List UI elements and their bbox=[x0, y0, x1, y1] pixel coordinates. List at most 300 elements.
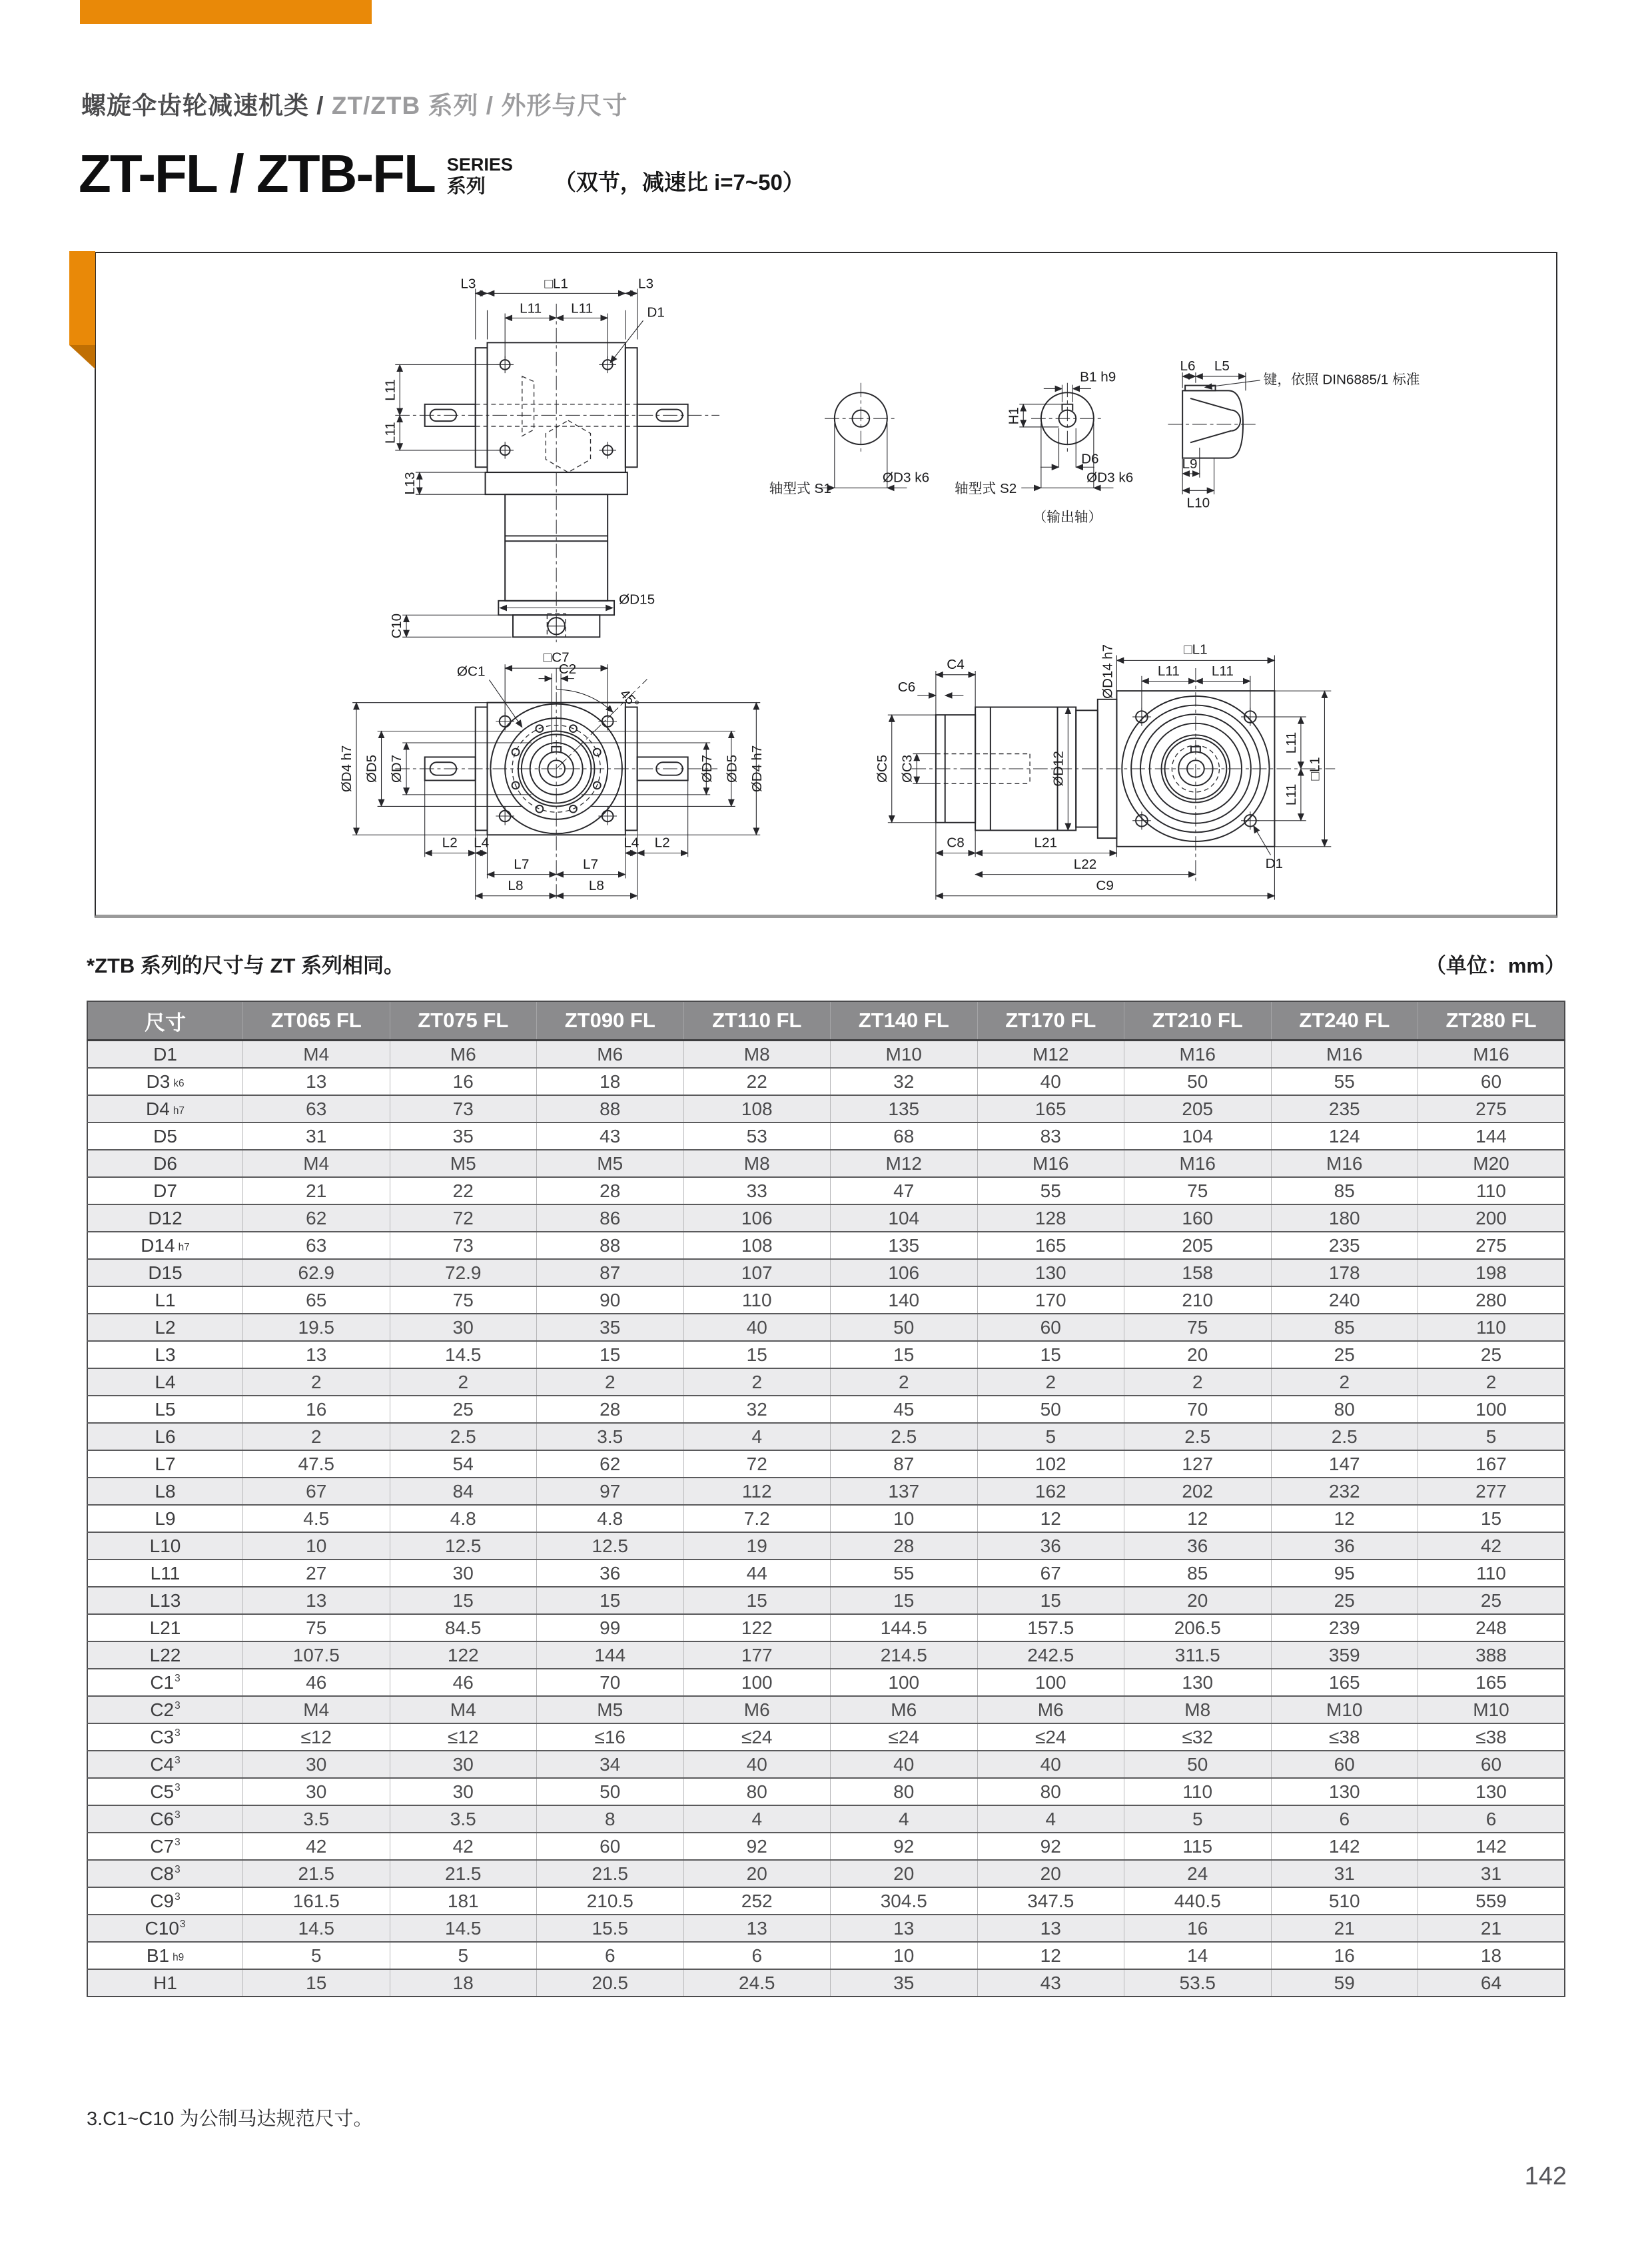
dimension-value: ≤24 bbox=[683, 1723, 831, 1751]
dimension-value: 142 bbox=[1418, 1833, 1565, 1860]
column-header: 尺寸 bbox=[87, 1001, 243, 1041]
ztb-note: *ZTB 系列的尺寸与 ZT 系列相同。 bbox=[87, 954, 405, 977]
dim-label: L11 bbox=[382, 422, 398, 444]
dimension-value: 162 bbox=[977, 1478, 1124, 1505]
dim-label: L8 bbox=[508, 878, 524, 893]
dimension-value: 65 bbox=[243, 1286, 390, 1314]
dim-label: C2 bbox=[558, 661, 577, 677]
dimension-value: M4 bbox=[243, 1041, 390, 1069]
dimension-value: 2 bbox=[831, 1368, 978, 1396]
front-view bbox=[382, 276, 719, 642]
dimension-value: 67 bbox=[977, 1560, 1124, 1587]
dimension-value: 205 bbox=[1124, 1232, 1272, 1259]
dimension-value: 30 bbox=[243, 1751, 390, 1778]
dimension-value: 32 bbox=[831, 1068, 978, 1095]
dimension-table bbox=[87, 1001, 1565, 1997]
dimension-name: $C5^3$ bbox=[87, 1778, 243, 1805]
dimension-value: 12 bbox=[977, 1942, 1124, 1969]
dimension-value: 25 bbox=[1271, 1587, 1418, 1614]
dimension-value: 177 bbox=[683, 1641, 831, 1669]
dimension-value: 28 bbox=[831, 1532, 978, 1560]
table-row bbox=[87, 1751, 1565, 1778]
dimension-value: 30 bbox=[390, 1560, 537, 1587]
dimension-value: 5 bbox=[243, 1942, 390, 1969]
dimension-value: 3.5 bbox=[243, 1805, 390, 1833]
dimension-value: 170 bbox=[977, 1286, 1124, 1314]
dimension-value: 100 bbox=[977, 1669, 1124, 1696]
dimension-value: M16 bbox=[1124, 1041, 1272, 1069]
dimension-value: ≤12 bbox=[390, 1723, 537, 1751]
dimension-value: 50 bbox=[831, 1314, 978, 1341]
section-label: ZT/ZTB 系列 / 外形与尺寸 bbox=[324, 92, 628, 119]
dimension-value: 277 bbox=[1418, 1478, 1565, 1505]
table-row bbox=[87, 1368, 1565, 1396]
dimension-value: 60 bbox=[1418, 1751, 1565, 1778]
dimension-name: L2 bbox=[87, 1314, 243, 1341]
dimension-value: 12.5 bbox=[537, 1532, 684, 1560]
dimension-value: 40 bbox=[831, 1751, 978, 1778]
dimension-value: 510 bbox=[1271, 1887, 1418, 1915]
dimension-name: $C1^3$ bbox=[87, 1669, 243, 1696]
dim-label: □L1 bbox=[1184, 642, 1208, 658]
dimension-value: 62.9 bbox=[243, 1259, 390, 1286]
dimension-value: 165 bbox=[977, 1232, 1124, 1259]
table-notes bbox=[87, 949, 1565, 979]
dimension-name: D4 h7 bbox=[87, 1095, 243, 1122]
dim-label: C10 bbox=[389, 614, 405, 639]
dim-label: D1 bbox=[1265, 856, 1284, 871]
category-label: 螺旋伞齿轮减速机类 / bbox=[81, 92, 324, 119]
dimension-value: ≤24 bbox=[831, 1723, 978, 1751]
dimension-value: 90 bbox=[537, 1286, 684, 1314]
dimension-value: 80 bbox=[683, 1778, 831, 1805]
table-row bbox=[87, 1833, 1565, 1860]
dimension-value: 104 bbox=[831, 1204, 978, 1232]
dimension-value: M6 bbox=[977, 1696, 1124, 1723]
dimension-value: 2 bbox=[537, 1368, 684, 1396]
dimension-value: 2.5 bbox=[831, 1423, 978, 1450]
dimension-value: 110 bbox=[1418, 1560, 1565, 1587]
dimension-value: 252 bbox=[683, 1887, 831, 1915]
dimension-value: 5 bbox=[390, 1942, 537, 1969]
dimension-value: 30 bbox=[243, 1778, 390, 1805]
dimension-value: 13 bbox=[831, 1915, 978, 1942]
dim-label: 轴型式 S1 bbox=[769, 481, 831, 497]
table-row bbox=[87, 1396, 1565, 1423]
dimension-value: 36 bbox=[977, 1532, 1124, 1560]
dimension-value: 359 bbox=[1271, 1641, 1418, 1669]
table-row bbox=[87, 1478, 1565, 1505]
dimension-value: 72.9 bbox=[390, 1259, 537, 1286]
dimension-value: 2 bbox=[683, 1368, 831, 1396]
dimension-value: 15 bbox=[537, 1341, 684, 1368]
table-row bbox=[87, 1122, 1565, 1150]
dimension-value: 25 bbox=[390, 1396, 537, 1423]
dimension-value: 75 bbox=[390, 1286, 537, 1314]
dimension-value: 178 bbox=[1271, 1259, 1418, 1286]
dimension-value: 15 bbox=[977, 1341, 1124, 1368]
dimension-value: 4 bbox=[977, 1805, 1124, 1833]
dimension-value: 80 bbox=[831, 1778, 978, 1805]
orange-ribbon bbox=[69, 251, 95, 345]
dim-label: L9 bbox=[1182, 456, 1198, 472]
dim-label: L6 bbox=[1180, 358, 1196, 374]
dimension-value: 12 bbox=[1124, 1505, 1272, 1532]
dimension-value: 4.5 bbox=[243, 1505, 390, 1532]
dimension-value: 97 bbox=[537, 1478, 684, 1505]
dimension-name: L1 bbox=[87, 1286, 243, 1314]
dimension-value: 4 bbox=[683, 1423, 831, 1450]
dimension-value: 63 bbox=[243, 1232, 390, 1259]
dimension-value: 27 bbox=[243, 1560, 390, 1587]
dimension-value: 181 bbox=[390, 1887, 537, 1915]
dimension-value: ≤38 bbox=[1271, 1723, 1418, 1751]
dim-label: L7 bbox=[582, 857, 599, 872]
dimension-value: 214.5 bbox=[831, 1641, 978, 1669]
dimension-value: M20 bbox=[1418, 1150, 1565, 1177]
shaft-type-views bbox=[769, 358, 1420, 525]
dim-label: ØD3 k6 bbox=[882, 470, 930, 486]
dimension-value: 127 bbox=[1124, 1450, 1272, 1478]
dimension-name: $C10^3$ bbox=[87, 1915, 243, 1942]
dimension-value: 198 bbox=[1418, 1259, 1565, 1286]
dimension-value: 20 bbox=[977, 1860, 1124, 1887]
dimension-value: 64 bbox=[1418, 1969, 1565, 1997]
dimension-value: 106 bbox=[683, 1204, 831, 1232]
table-row bbox=[87, 1805, 1565, 1833]
dimension-value: 107 bbox=[683, 1259, 831, 1286]
dimension-value: 107.5 bbox=[243, 1641, 390, 1669]
dimension-table-body bbox=[87, 1041, 1565, 1997]
table-row bbox=[87, 1450, 1565, 1478]
dimension-value: 22 bbox=[683, 1068, 831, 1095]
spec-label: （双节，减速比 i=7~50） bbox=[554, 169, 805, 195]
dimension-value: 2 bbox=[390, 1368, 537, 1396]
dimension-value: 30 bbox=[390, 1751, 537, 1778]
dimension-value: 275 bbox=[1418, 1095, 1565, 1122]
top-accent-bar bbox=[80, 0, 372, 24]
dim-label: B1 h9 bbox=[1080, 369, 1116, 385]
dimension-value: 13 bbox=[977, 1915, 1124, 1942]
dim-label: 45° bbox=[616, 686, 642, 712]
dimension-value: 157.5 bbox=[977, 1614, 1124, 1641]
dimension-name: $C7^3$ bbox=[87, 1833, 243, 1860]
dimension-value: 45 bbox=[831, 1396, 978, 1423]
dimension-value: 280 bbox=[1418, 1286, 1565, 1314]
dim-label: L11 bbox=[382, 379, 398, 401]
dimension-value: 40 bbox=[977, 1751, 1124, 1778]
dimension-value: 30 bbox=[390, 1778, 537, 1805]
dimension-value: 16 bbox=[1124, 1915, 1272, 1942]
dimension-name: L6 bbox=[87, 1423, 243, 1450]
dimension-value: 28 bbox=[537, 1396, 684, 1423]
table-row bbox=[87, 1041, 1565, 1069]
dimension-name: $C4^3$ bbox=[87, 1751, 243, 1778]
dimension-value: 31 bbox=[1271, 1860, 1418, 1887]
column-header: ZT210 FL bbox=[1124, 1001, 1272, 1041]
dimension-value: 100 bbox=[683, 1669, 831, 1696]
dimension-value: M8 bbox=[1124, 1696, 1272, 1723]
dimension-value: 28 bbox=[537, 1177, 684, 1204]
dimension-name: D7 bbox=[87, 1177, 243, 1204]
dimension-value: 2 bbox=[1271, 1368, 1418, 1396]
dimension-name: D14 h7 bbox=[87, 1232, 243, 1259]
dimension-value: 55 bbox=[977, 1177, 1124, 1204]
dimension-value: ≤38 bbox=[1418, 1723, 1565, 1751]
table-row bbox=[87, 1532, 1565, 1560]
dimension-value: 50 bbox=[537, 1778, 684, 1805]
dimension-value: 19 bbox=[683, 1532, 831, 1560]
dim-label: L3 bbox=[460, 276, 476, 292]
dimension-value: 232 bbox=[1271, 1478, 1418, 1505]
dimension-value: 35 bbox=[831, 1969, 978, 1997]
dimension-value: 67 bbox=[243, 1478, 390, 1505]
dimension-value: 31 bbox=[1418, 1860, 1565, 1887]
dimension-value: 242.5 bbox=[977, 1641, 1124, 1669]
dim-label: L11 bbox=[571, 300, 594, 316]
column-header: ZT110 FL bbox=[683, 1001, 831, 1041]
dimension-value: M16 bbox=[1271, 1150, 1418, 1177]
dimension-value: 240 bbox=[1271, 1286, 1418, 1314]
dim-label: ØD5 bbox=[724, 754, 740, 783]
dimension-value: M4 bbox=[390, 1696, 537, 1723]
dimension-name: L7 bbox=[87, 1450, 243, 1478]
dimension-name: L13 bbox=[87, 1587, 243, 1614]
dimension-value: 2.5 bbox=[390, 1423, 537, 1450]
dim-label: L11 bbox=[1283, 731, 1300, 754]
dimension-value: 110 bbox=[683, 1286, 831, 1314]
dimension-value: 275 bbox=[1418, 1232, 1565, 1259]
dim-label: C6 bbox=[897, 679, 916, 695]
dimension-value: 559 bbox=[1418, 1887, 1565, 1915]
dimension-value: M12 bbox=[977, 1041, 1124, 1069]
dimension-value: 110 bbox=[1418, 1314, 1565, 1341]
dimension-name: L9 bbox=[87, 1505, 243, 1532]
dimension-value: 80 bbox=[1271, 1396, 1418, 1423]
dimension-value: 10 bbox=[831, 1942, 978, 1969]
dimension-value: 5 bbox=[977, 1423, 1124, 1450]
dimension-value: 42 bbox=[390, 1833, 537, 1860]
dimension-name: L22 bbox=[87, 1641, 243, 1669]
dimension-value: 130 bbox=[1124, 1669, 1272, 1696]
dimension-value: 25 bbox=[1271, 1341, 1418, 1368]
dimension-value: M16 bbox=[1418, 1041, 1565, 1069]
dimension-value: 35 bbox=[390, 1122, 537, 1150]
dim-label: 键，依照 DIN6885/1 标准 bbox=[1263, 372, 1420, 388]
dim-label: L5 bbox=[1214, 358, 1230, 374]
dimension-value: 2 bbox=[1418, 1368, 1565, 1396]
dimension-value: 18 bbox=[390, 1969, 537, 1997]
dim-label: L2 bbox=[654, 835, 670, 851]
dimension-value: 347.5 bbox=[977, 1887, 1124, 1915]
dimension-value: 13 bbox=[243, 1587, 390, 1614]
dim-label: （输出轴） bbox=[1032, 510, 1102, 526]
dimension-value: 18 bbox=[1418, 1942, 1565, 1969]
dimension-value: 15.5 bbox=[537, 1915, 684, 1942]
dimension-value: 235 bbox=[1271, 1095, 1418, 1122]
side-view bbox=[875, 642, 1336, 900]
dimension-value: 115 bbox=[1124, 1833, 1272, 1860]
dimension-value: 36 bbox=[1271, 1532, 1418, 1560]
dimension-value: 135 bbox=[831, 1232, 978, 1259]
dimension-value: 180 bbox=[1271, 1204, 1418, 1232]
dimension-value: 128 bbox=[977, 1204, 1124, 1232]
table-row bbox=[87, 1723, 1565, 1751]
dim-label: ØD4 h7 bbox=[338, 745, 355, 793]
dimension-value: M10 bbox=[1418, 1696, 1565, 1723]
dimension-value: M5 bbox=[537, 1696, 684, 1723]
table-row bbox=[87, 1560, 1565, 1587]
dimension-value: 304.5 bbox=[831, 1887, 978, 1915]
table-row bbox=[87, 1095, 1565, 1122]
dimension-name: D3 k6 bbox=[87, 1068, 243, 1095]
dim-label: ØD4 h7 bbox=[749, 745, 765, 793]
dimension-value: M4 bbox=[243, 1150, 390, 1177]
dimension-value: 165 bbox=[1271, 1669, 1418, 1696]
dimension-value: 2 bbox=[243, 1423, 390, 1450]
orange-ribbon-fold bbox=[69, 345, 95, 369]
dimension-value: M8 bbox=[683, 1041, 831, 1069]
dimension-name: D6 bbox=[87, 1150, 243, 1177]
dim-label: L11 bbox=[1157, 663, 1180, 679]
dimension-value: 10 bbox=[831, 1505, 978, 1532]
dimension-value: 147 bbox=[1271, 1450, 1418, 1478]
dim-label: ØD15 bbox=[618, 592, 655, 608]
dimension-value: 33 bbox=[683, 1177, 831, 1204]
dimension-value: 2.5 bbox=[1124, 1423, 1272, 1450]
dimension-value: 13 bbox=[243, 1341, 390, 1368]
dimension-value: 42 bbox=[1418, 1532, 1565, 1560]
table-row bbox=[87, 1641, 1565, 1669]
dimension-value: 2 bbox=[243, 1368, 390, 1396]
dimension-value: 15 bbox=[1418, 1505, 1565, 1532]
dimension-name: D12 bbox=[87, 1204, 243, 1232]
dimension-value: 5 bbox=[1418, 1423, 1565, 1450]
dim-label: C8 bbox=[947, 835, 965, 851]
table-row bbox=[87, 1614, 1565, 1641]
dimension-value: 210 bbox=[1124, 1286, 1272, 1314]
dimension-value: 15 bbox=[977, 1587, 1124, 1614]
dimension-name: L4 bbox=[87, 1368, 243, 1396]
column-header: ZT075 FL bbox=[390, 1001, 537, 1041]
dimension-value: 50 bbox=[1124, 1068, 1272, 1095]
dimension-name: $C8^3$ bbox=[87, 1860, 243, 1887]
table-row bbox=[87, 1587, 1565, 1614]
dimension-value: 75 bbox=[1124, 1314, 1272, 1341]
dimension-value: 75 bbox=[243, 1614, 390, 1641]
dim-label: ØC5 bbox=[874, 754, 890, 783]
table-row bbox=[87, 1423, 1565, 1450]
dimension-value: 12 bbox=[977, 1505, 1124, 1532]
dimension-name: $C2^3$ bbox=[87, 1696, 243, 1723]
dimension-name: H1 bbox=[87, 1969, 243, 1997]
dimension-value: M4 bbox=[243, 1696, 390, 1723]
column-header: ZT140 FL bbox=[831, 1001, 978, 1041]
flange-view bbox=[339, 650, 765, 901]
dimension-value: 75 bbox=[1124, 1177, 1272, 1204]
dimension-value: 10 bbox=[243, 1532, 390, 1560]
dimension-value: 13 bbox=[683, 1915, 831, 1942]
dimension-value: 85 bbox=[1271, 1314, 1418, 1341]
dimension-value: 110 bbox=[1124, 1778, 1272, 1805]
dimension-value: 144.5 bbox=[831, 1614, 978, 1641]
column-header: ZT240 FL bbox=[1271, 1001, 1418, 1041]
dimension-value: 40 bbox=[977, 1068, 1124, 1095]
dimension-value: 388 bbox=[1418, 1641, 1565, 1669]
dimension-value: 124 bbox=[1271, 1122, 1418, 1150]
dim-label: L8 bbox=[588, 878, 604, 893]
dimension-value: 6 bbox=[1418, 1805, 1565, 1833]
table-row bbox=[87, 1969, 1565, 1997]
table-row bbox=[87, 1232, 1565, 1259]
dimension-value: 210.5 bbox=[537, 1887, 684, 1915]
dim-label: ØD7 bbox=[699, 754, 715, 783]
dimension-value: 158 bbox=[1124, 1259, 1272, 1286]
unit-note: （单位：mm） bbox=[1425, 954, 1565, 977]
dimension-value: 311.5 bbox=[1124, 1641, 1272, 1669]
dim-label: 轴型式 S2 bbox=[955, 481, 1017, 497]
dim-label: L7 bbox=[514, 857, 530, 872]
dimension-value: 144 bbox=[1418, 1122, 1565, 1150]
dimension-value: 21.5 bbox=[243, 1860, 390, 1887]
dim-label: ØD5 bbox=[364, 754, 380, 783]
dim-label: ØD7 bbox=[389, 754, 405, 783]
dimension-name: L3 bbox=[87, 1341, 243, 1368]
dimension-value: 165 bbox=[977, 1095, 1124, 1122]
table-row bbox=[87, 1068, 1565, 1095]
dimension-value: ≤12 bbox=[243, 1723, 390, 1751]
dimension-value: 108 bbox=[683, 1232, 831, 1259]
dimension-value: 31 bbox=[243, 1122, 390, 1150]
dimension-value: 15 bbox=[831, 1587, 978, 1614]
dimension-value: 14 bbox=[1124, 1942, 1272, 1969]
column-header: ZT170 FL bbox=[977, 1001, 1124, 1041]
dimension-value: 86 bbox=[537, 1204, 684, 1232]
dimension-value: 160 bbox=[1124, 1204, 1272, 1232]
dimension-value: M5 bbox=[537, 1150, 684, 1177]
dimension-value: 63 bbox=[243, 1095, 390, 1122]
dimension-value: 84 bbox=[390, 1478, 537, 1505]
dimension-value: 15 bbox=[683, 1587, 831, 1614]
dimension-name: L10 bbox=[87, 1532, 243, 1560]
dimension-value: 25 bbox=[1418, 1341, 1565, 1368]
dimension-value: 36 bbox=[537, 1560, 684, 1587]
dimension-value: 34 bbox=[537, 1751, 684, 1778]
table-row bbox=[87, 1259, 1565, 1286]
dim-label: L21 bbox=[1034, 835, 1058, 851]
dimension-value: 42 bbox=[243, 1833, 390, 1860]
dimension-value: 100 bbox=[831, 1669, 978, 1696]
dimension-value: 30 bbox=[390, 1314, 537, 1341]
dimension-value: 85 bbox=[1271, 1177, 1418, 1204]
table-row bbox=[87, 1778, 1565, 1805]
dimension-value: 2.5 bbox=[1271, 1423, 1418, 1450]
dimension-value: 20 bbox=[831, 1860, 978, 1887]
dimension-value: 20.5 bbox=[537, 1969, 684, 1997]
column-header: ZT090 FL bbox=[537, 1001, 684, 1041]
dimension-value: 72 bbox=[683, 1450, 831, 1478]
dimension-value: 53.5 bbox=[1124, 1969, 1272, 1997]
dimension-value: 85 bbox=[1124, 1560, 1272, 1587]
table-row bbox=[87, 1915, 1565, 1942]
dimension-value: 20 bbox=[1124, 1587, 1272, 1614]
dimension-value: 55 bbox=[1271, 1068, 1418, 1095]
dimension-value: 21 bbox=[1418, 1915, 1565, 1942]
dimension-value: 14.5 bbox=[243, 1915, 390, 1942]
dimension-value: 25 bbox=[1418, 1587, 1565, 1614]
dimension-value: 50 bbox=[1124, 1751, 1272, 1778]
dimension-value: 122 bbox=[390, 1641, 537, 1669]
